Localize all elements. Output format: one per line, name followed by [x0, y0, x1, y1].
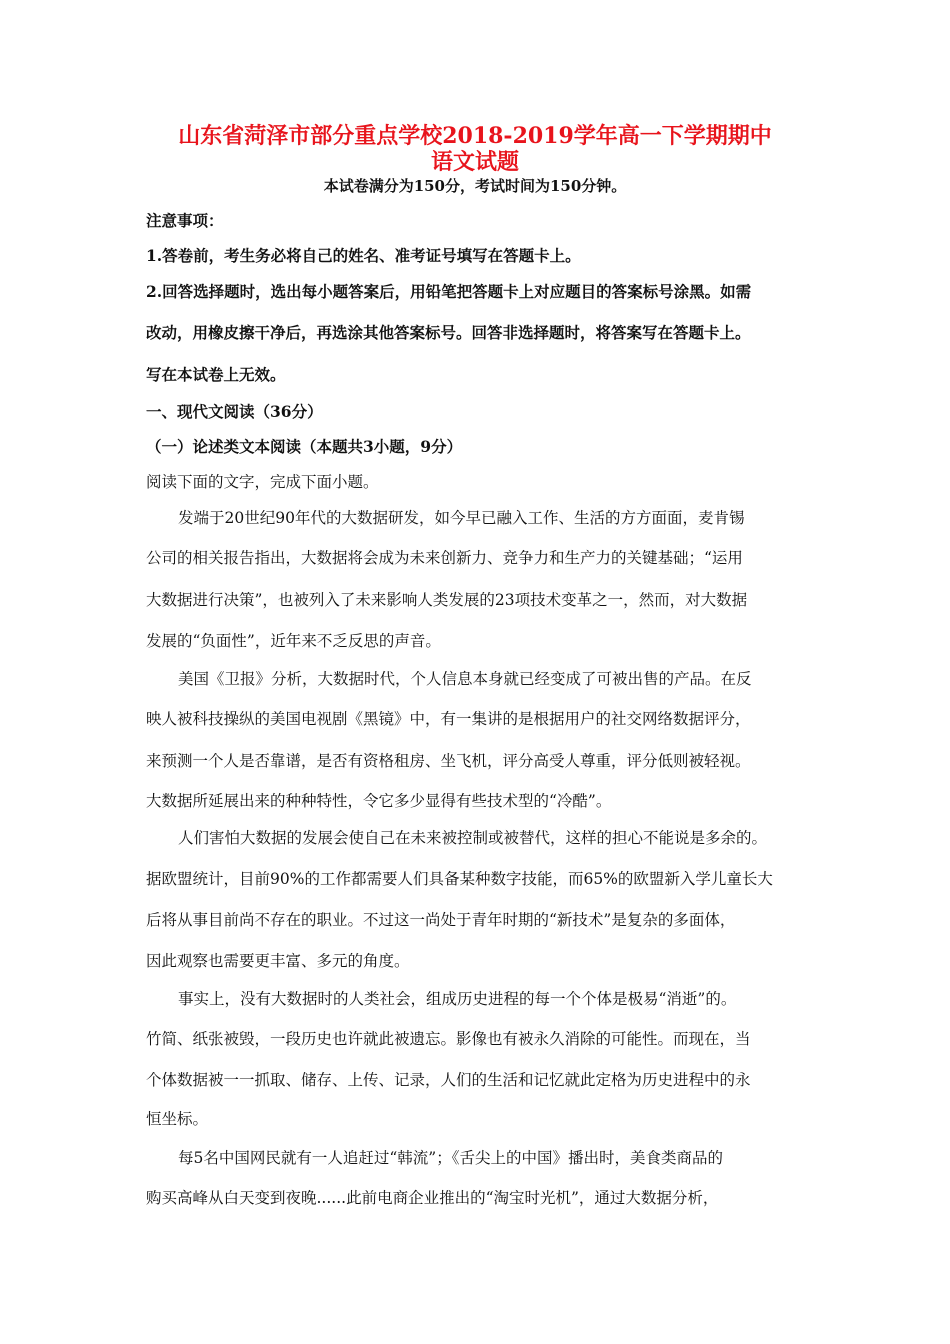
paragraph-line: 公司的相关报告指出，大数据将会成为未来创新力、竞争力和生产力的关键基础；“运用 [146, 549, 743, 567]
paragraph-line: 事实上，没有大数据时的人类社会，组成历史进程的每一个个体是极易“消逝”的。 [178, 990, 737, 1008]
paragraph-line: 来预测一个人是否靠谱，是否有资格租房、坐飞机，评分高受人尊重，评分低则被轻视。 [146, 752, 751, 770]
paragraph-line: 据欧盟统计，目前90%的工作都需要人们具备某种数字技能，而65%的欧盟新入学儿童长大 [146, 870, 773, 888]
paragraph-line: 映人被科技操纵的美国电视剧《黑镜》中，有一集讲的是根据用户的社交网络数据评分， [146, 710, 751, 728]
notice-line-2: 2.回答选择题时，选出每小题答案后，用铅笔把答题卡上对应题目的答案标号涂黑。如需 [146, 282, 752, 301]
notice-heading: 注意事项： [146, 211, 224, 230]
notice-line-3: 改动，用橡皮擦干净后，再选涂其他答案标号。回答非选择题时，将答案写在答题卡上。 [146, 323, 751, 342]
paragraph-line: 每5名中国网民就有一人追赶过“韩流”；《舌尖上的中国》播出时，美食类商品的 [178, 1149, 723, 1167]
paragraph-line: 竹简、纸张被毁，一段历史也许就此被遗忘。影像也有被永久消除的可能性。而现在，当 [146, 1030, 751, 1048]
subsection-heading: （一）论述类文本阅读（本题共3小题，9分） [146, 437, 463, 456]
paragraph-line: 大数据所延展出来的种种特性，令它多少显得有些技术型的“冷酷”。 [146, 792, 612, 810]
document-title: 山东省菏泽市部分重点学校2018-2019学年高一下学期期中 [178, 123, 772, 149]
paragraph-line: 大数据进行决策”，也被列入了未来影响人类发展的23项技术变革之一，然而，对大数据 [146, 591, 748, 609]
instruction-text: 阅读下面的文字，完成下面小题。 [146, 473, 379, 491]
notice-line-1: 1.答卷前，考生务必将自己的姓名、准考证号填写在答题卡上。 [146, 246, 581, 265]
paragraph-line: 因此观察也需要更丰富、多元的角度。 [146, 952, 410, 970]
paragraph-line: 发展的“负面性”，近年来不乏反思的声音。 [146, 632, 441, 650]
paragraph-line: 个体数据被一一抓取、储存、上传、记录，人们的生活和记忆就此定格为历史进程中的永 [146, 1071, 751, 1089]
document-title-subject: 语文试题 [430, 149, 519, 175]
exam-info: 本试卷满分为150分，考试时间为150分钟。 [323, 177, 627, 195]
paragraph-line: 后将从事目前尚不存在的职业。不过这一尚处于青年时期的“新技术”是复杂的多面体， [146, 911, 736, 929]
paragraph-line: 美国《卫报》分析，大数据时代，个人信息本身就已经变成了可被出售的产品。在反 [178, 670, 752, 688]
section-heading: 一、现代文阅读（36分） [146, 402, 323, 421]
paragraph-line: 人们害怕大数据的发展会使自己在未来被控制或被替代，这样的担心不能说是多余的。 [178, 829, 768, 847]
paragraph-line: 购买高峰从白天变到夜晚......此前电商企业推出的“淘宝时光机”，通过大数据分析， [146, 1189, 719, 1207]
notice-line-4: 写在本试卷上无效。 [146, 365, 286, 384]
paragraph-line: 发端于20世纪90年代的大数据研发，如今早已融入工作、生活的方方面面，麦肯锡 [178, 509, 745, 527]
paragraph-line: 恒坐标。 [146, 1110, 209, 1128]
